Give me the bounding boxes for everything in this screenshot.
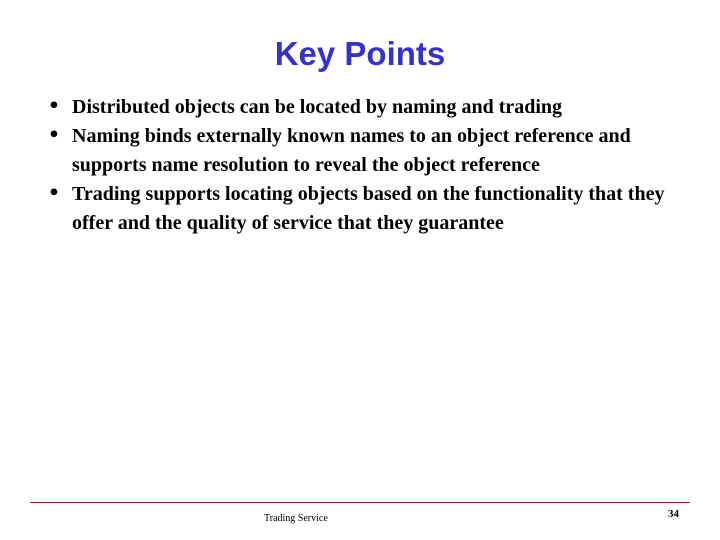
bullet-item — [44, 180, 684, 238]
footer-label: Trading Service — [264, 513, 328, 524]
bullet-text: Trading supports locating objects based on the functionality that they offer and the quality of service that they guarantee — [72, 183, 665, 234]
footer-divider — [30, 502, 690, 503]
bullet-marker: • — [47, 182, 61, 204]
bullet-text: Distributed objects can be located by naming and trading — [72, 96, 563, 118]
slide-title: Key Points — [274, 35, 446, 72]
bullet-text: Naming binds externally known names to an object reference and supports name resolution to reveal the object reference — [72, 125, 631, 176]
bullet-marker: • — [47, 95, 61, 117]
bullet-marker: • — [47, 124, 61, 146]
page-number: 34 — [668, 508, 679, 520]
bullet-list — [44, 93, 684, 238]
bullet-item — [44, 93, 684, 122]
bullet-item — [44, 122, 684, 180]
